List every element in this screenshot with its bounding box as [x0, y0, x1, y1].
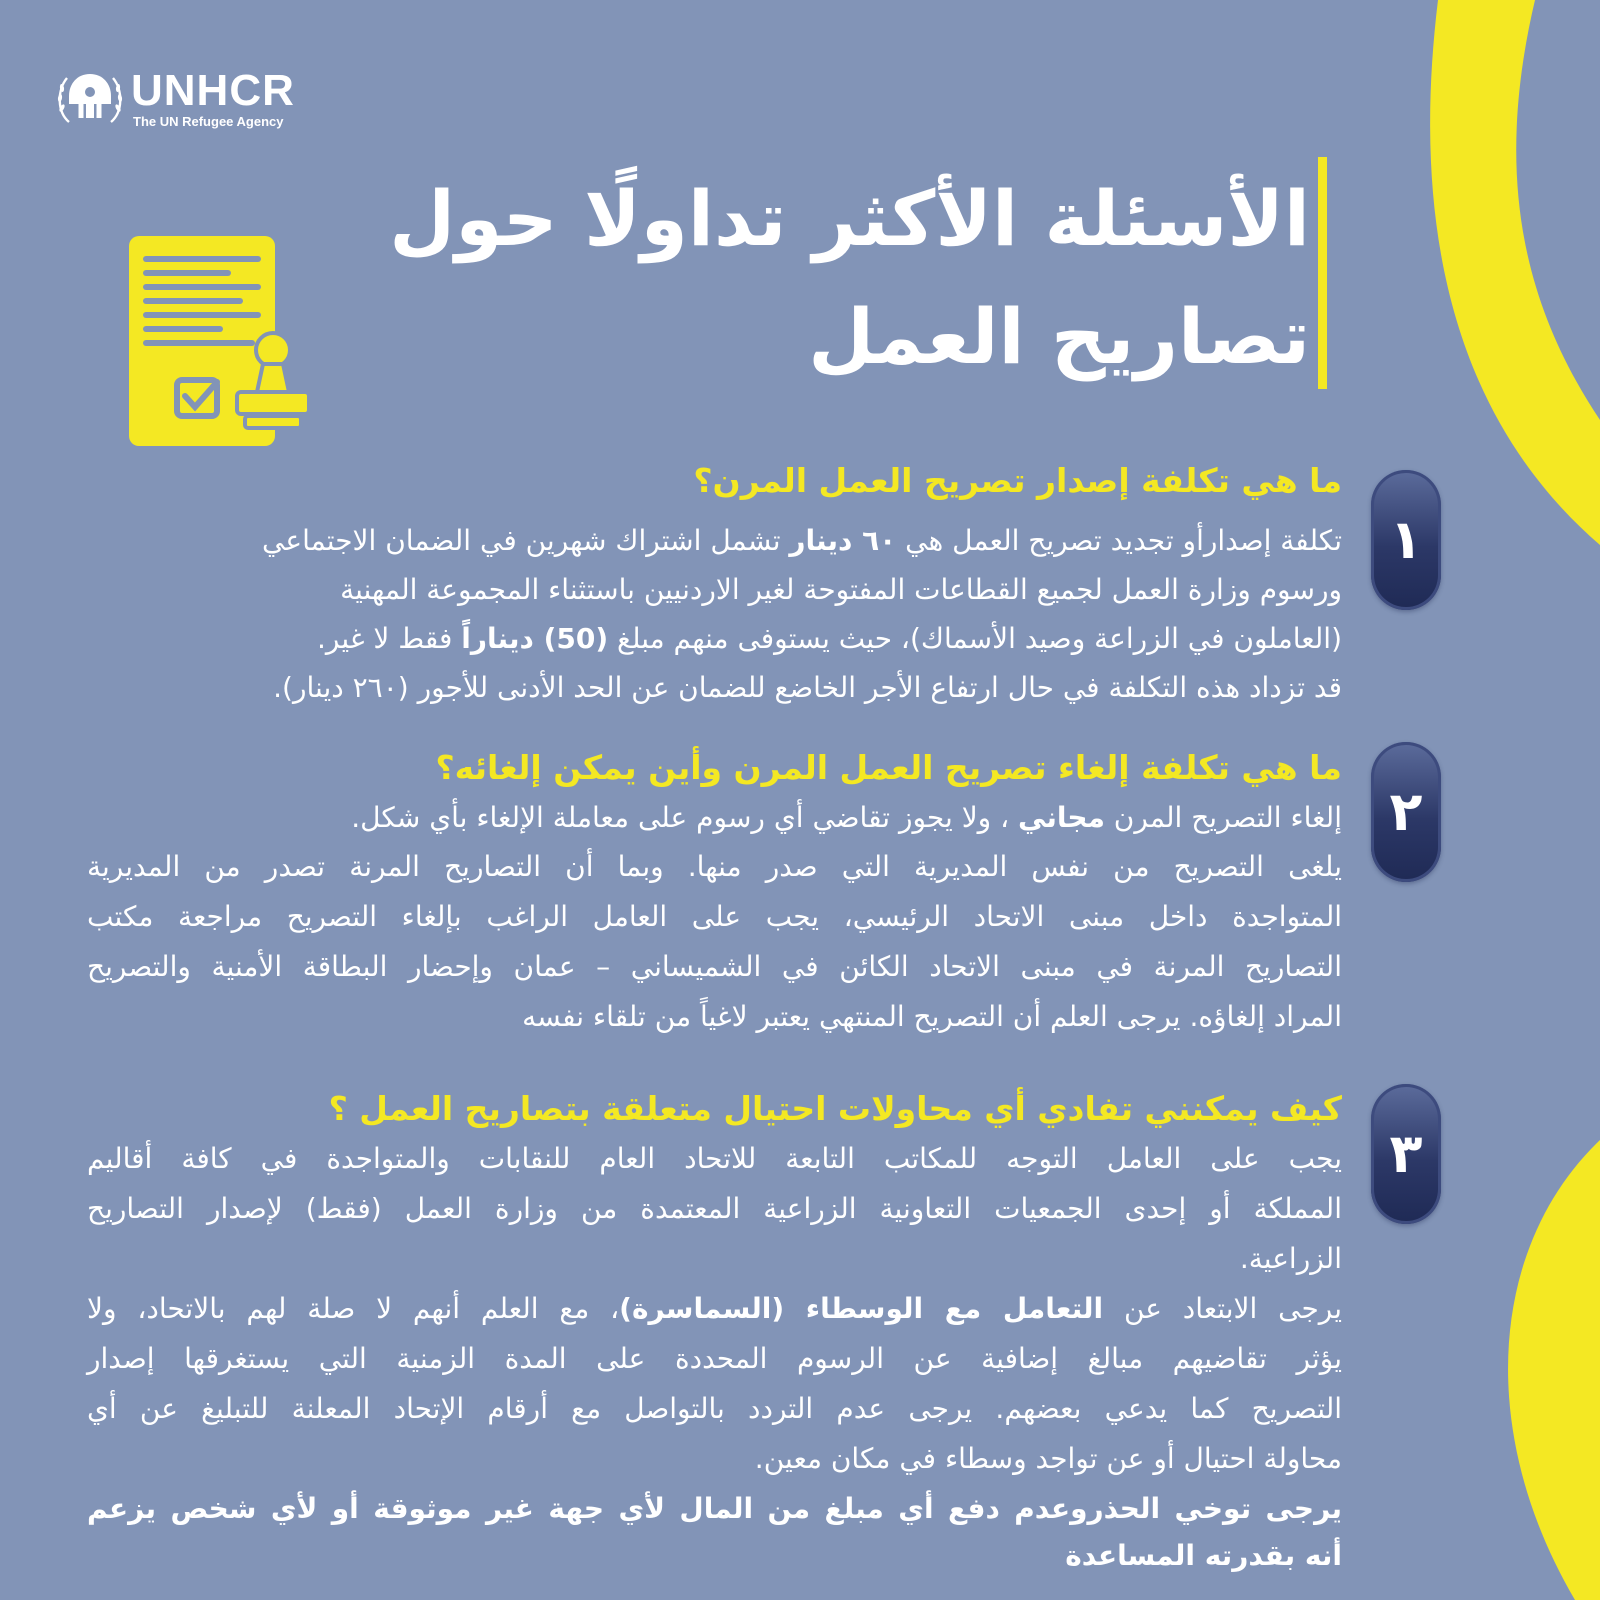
faq-answer-line: التصريح كما يدعي بعضهم. يرجى عدم التردد بالتواصل مع أرقام الإتحاد المعلنة للتبليغ عن أي: [87, 1392, 1342, 1425]
highlight-free: مجاني: [1018, 801, 1105, 834]
faq-answer-line: ورسوم وزارة العمل لجميع القطاعات المفتوحة لغير الاردنيين باستثناء المجموعة المهنية: [340, 573, 1342, 606]
section-number-badge-3: [1371, 1084, 1441, 1224]
faq-answer-line: المراد إلغاؤه. يرجى العلم أن التصريح المنتهي يعتبر لاغياً من تلقاء نفسه: [522, 1000, 1342, 1033]
section-number: ٣: [1389, 1122, 1423, 1185]
highlight-fee: (50) ديناراً: [461, 622, 609, 655]
faq-answer-line: التصاريح المرنة في مبنى الاتحاد الكائن في الشميساني – عمان وإحضار البطاقة الأمنية والتصريح: [87, 950, 1342, 983]
faq-answer-line: قد تزداد هذه التكلفة في حال ارتفاع الأجر الخاضع للضمان عن الحد الأدنى للأجور (٢٦٠ دينار).: [273, 671, 1342, 704]
faq-answer-line: الزراعية.: [1239, 1242, 1342, 1275]
section-number: ١: [1389, 508, 1423, 571]
faq-question-1: ما هي تكلفة إصدار تصريح العمل المرن؟: [693, 461, 1342, 500]
section-number-badge-1: [1371, 470, 1441, 610]
highlight-fee: ٦٠ دينار: [789, 524, 897, 557]
faq-question-2: ما هي تكلفة إلغاء تصريح العمل المرن وأين يمكن إلغائه؟: [435, 748, 1342, 787]
faq-question-3: كيف يمكنني تفادي أي محاولات احتيال متعلقة بتصاريح العمل ؟: [328, 1089, 1342, 1128]
logo-name: UNHCR: [131, 66, 295, 115]
yellow-wave-top-right: [1430, 0, 1600, 545]
faq-section-2: [87, 742, 1342, 1042]
faq-answer-line: يؤثر تقاضيهم مبالغ إضافية عن الرسوم المحددة على المدة الزمنية التي يستغرقها إصدار: [87, 1342, 1342, 1375]
unhcr-emblem-icon: [55, 70, 125, 130]
yellow-wave-bottom-right: [1508, 1140, 1600, 1600]
faq-answer-line: يرجى الابتعاد عن التعامل مع الوسطاء (السماسرة)، مع العلم أنهم لا صلة لهم بالاتحاد، ولا: [87, 1292, 1343, 1325]
warning-line: أنه بقدرته المساعدة: [1065, 1539, 1342, 1572]
title-line-1: الأسئلة الأكثر تداولًا حول: [389, 174, 1310, 263]
faq-section-3: [87, 1084, 1342, 1578]
faq-answer-line: (العاملون في الزراعة وصيد الأسماك)، حيث يستوفى منهم مبلغ (50) ديناراً فقط لا غير.: [317, 622, 1342, 655]
unhcr-logo: [55, 68, 315, 136]
section-number-badge-2: [1371, 742, 1441, 882]
title-line-2: تصاريح العمل: [808, 292, 1310, 381]
title-accent-bar: [1318, 157, 1327, 389]
faq-answer-line: يلغى التصريح من نفس المديرية التي صدر منها. وبما أن التصاريح المرنة تصدر من المديرية: [87, 850, 1342, 883]
faq-answer-line: المتواجدة داخل مبنى الاتحاد الرئيسي، يجب على العامل الراغب بإلغاء التصريح مراجعة مكتب: [87, 900, 1342, 933]
faq-answer-line: المملكة أو إحدى الجمعيات التعاونية الزراعية المعتمدة من وزارة العمل (فقط) لإصدار التصاريح: [87, 1192, 1342, 1225]
logo-tagline: The UN Refugee Agency: [133, 114, 284, 129]
document-with-stamp-icon: [125, 232, 325, 452]
section-number: ٢: [1389, 780, 1423, 843]
faq-answer-line: إلغاء التصريح المرن مجاني ، ولا يجوز تقاضي أي رسوم على معاملة الإلغاء بأي شكل.: [351, 801, 1342, 834]
faq-section-1: [162, 452, 1342, 712]
faq-answer-line: تكلفة إصدارأو تجديد تصريح العمل هي ٦٠ دينار تشمل اشتراك شهرين في الضمان الاجتماعي: [262, 524, 1342, 557]
warning-line: يرجى توخي الحذروعدم دفع أي مبلغ من المال لأي جهة غير موثوقة أو لأي شخص يزعم: [87, 1492, 1342, 1525]
faq-answer-line: محاولة احتيال أو عن تواجد وسطاء في مكان معين.: [754, 1442, 1342, 1475]
highlight-brokers: التعامل مع الوسطاء (السماسرة): [619, 1292, 1104, 1325]
faq-answer-line: يجب على العامل التوجه للمكاتب التابعة للاتحاد العام للنقابات والمتواجدة في كافة أقاليم: [87, 1142, 1342, 1175]
page-title: [310, 160, 1310, 396]
